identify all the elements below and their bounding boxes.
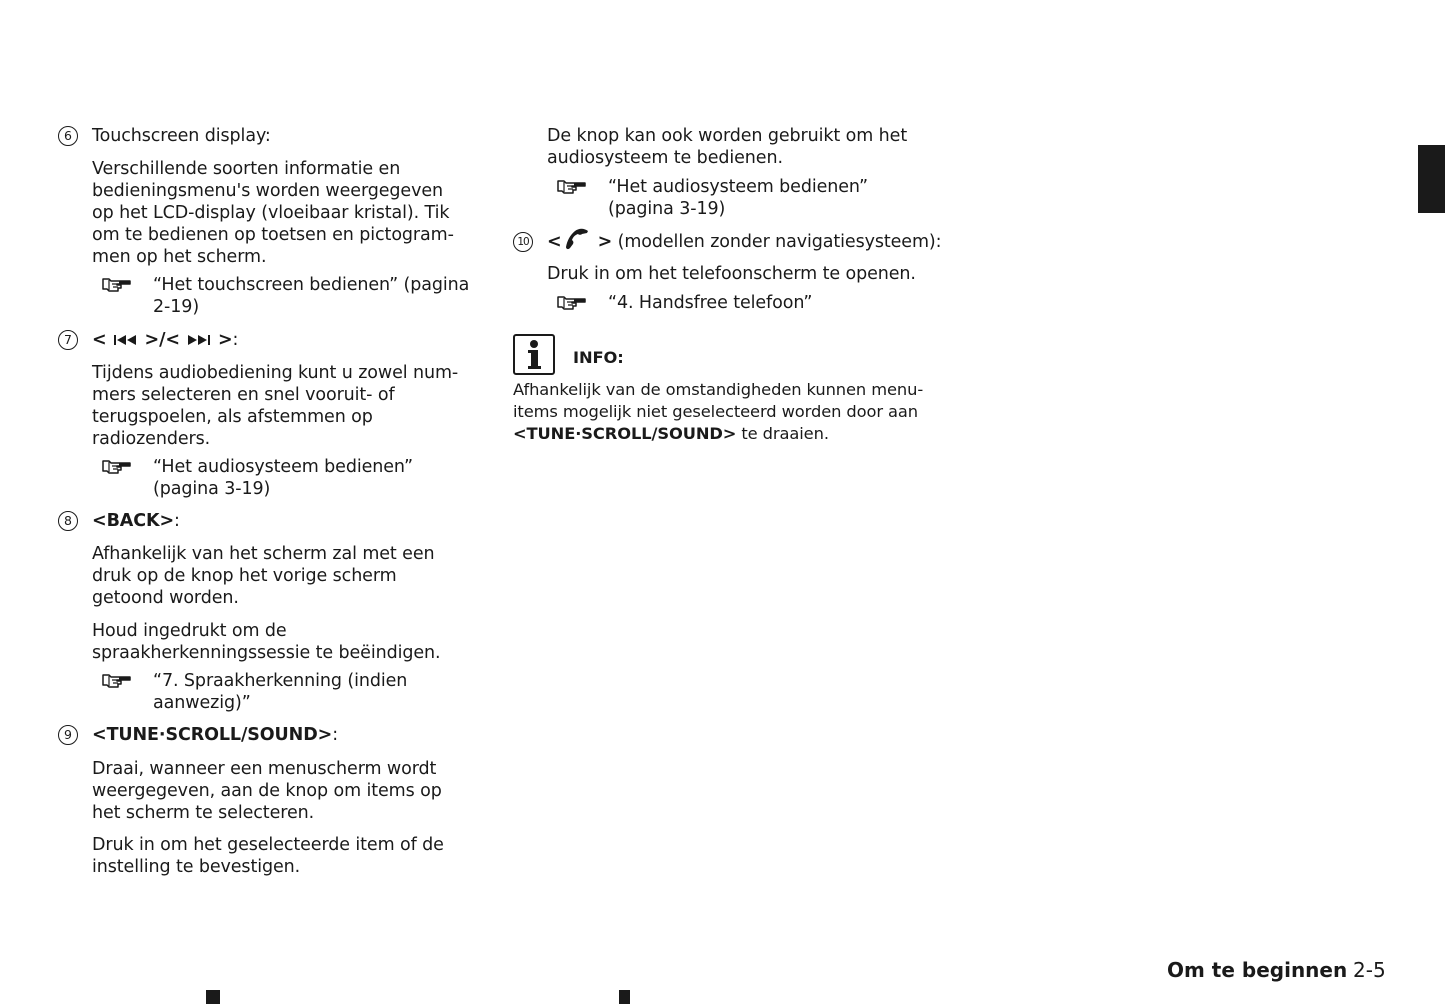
item9-paragraph-line: instelling te bevestigen. <box>92 857 301 877</box>
item9-paragraph-line: het scherm te selecteren. <box>92 803 315 823</box>
item10-title-bracket: > <box>591 232 613 252</box>
item10-title-text: (modellen zonder navigatiesysteem): <box>612 232 942 252</box>
item9-paragraph-line: Draai, wanneer een menuscherm wordt <box>92 759 437 779</box>
footer-section-title: Om te beginnen <box>1167 958 1348 982</box>
crop-mark <box>206 990 220 1004</box>
item9-paragraph-line: Druk in om het geselecteerde item of de <box>92 835 444 855</box>
item8-paragraph-line: spraakherkenningssessie te beëindigen. <box>92 643 441 663</box>
item9-paragraph-line: weergegeven, aan de knop om items op <box>92 781 442 801</box>
item8-title <box>92 510 180 532</box>
continuation-paragraph-line: audiosysteem te bedienen. <box>547 148 783 168</box>
item-number-9: 9 <box>58 725 78 745</box>
info-text-rest: te draaien. <box>736 424 829 443</box>
info-icon <box>513 334 555 375</box>
item7-paragraph-line: mers selecteren en snel vooruit- of <box>92 385 395 405</box>
back-button-label: <BACK> <box>92 511 175 531</box>
item6-paragraph-line: Verschillende soorten informatie en <box>92 159 401 179</box>
item7-paragraph-line: Tijdens audiobediening kunt u zowel num- <box>92 363 459 383</box>
item7-title-bracket: < <box>92 330 113 350</box>
item10-title-bracket: < <box>547 232 562 252</box>
continuation-reference-link[interactable]: “Het audiosysteem bedienen” <box>608 177 868 197</box>
info-control-name: <TUNE·SCROLL/SOUND> <box>513 424 737 443</box>
item-number-10: 10 <box>513 232 533 252</box>
reference-hand-icon <box>556 294 588 312</box>
item6-reference-link[interactable]: 2-19) <box>153 297 200 317</box>
tune-scroll-sound-label: <TUNE·SCROLL/SOUND> <box>92 725 333 745</box>
item9-title-colon: : <box>332 725 338 745</box>
item8-reference-link[interactable]: aanwezig)” <box>153 693 251 713</box>
item6-paragraph-line: bedieningsmenu's worden weergegeven <box>92 181 444 201</box>
phone-icon <box>562 227 592 251</box>
item9-title <box>92 724 338 746</box>
reference-hand-icon <box>101 672 133 690</box>
item6-reference-link[interactable]: “Het touchscreen bedienen” (pagina <box>153 275 470 295</box>
skip-previous-icon <box>113 334 139 346</box>
item7-title-bracket: > <box>211 330 233 350</box>
continuation-paragraph-line: De knop kan ook worden gebruikt om het <box>547 126 908 146</box>
reference-hand-icon <box>101 458 133 476</box>
item8-title-colon: : <box>174 511 180 531</box>
item10-title <box>547 231 941 253</box>
item-number-6: 6 <box>58 126 78 146</box>
info-label: INFO: <box>573 348 624 367</box>
info-text-line: Afhankelijk van de omstandigheden kunnen menu- <box>513 380 924 399</box>
item7-reference-link[interactable]: “Het audiosysteem bedienen” <box>153 457 413 477</box>
reference-hand-icon <box>101 276 133 294</box>
info-i-glyph <box>515 336 553 373</box>
item8-reference-link[interactable]: “7. Spraakherkenning (indien <box>153 671 408 691</box>
item10-reference-link[interactable]: “4. Handsfree telefoon” <box>608 293 813 313</box>
item6-paragraph-line: op het LCD-display (vloeibaar kristal). Tik <box>92 203 450 223</box>
info-text-line: items mogelijk niet geselecteerd worden door aan <box>513 402 919 421</box>
reference-hand-icon <box>556 178 588 196</box>
item7-paragraph-line: radiozenders. <box>92 429 211 449</box>
item8-paragraph-line: getoond worden. <box>92 588 239 608</box>
crop-mark <box>619 990 630 1004</box>
item7-reference-link[interactable]: (pagina 3-19) <box>153 479 271 499</box>
item-number-7: 7 <box>58 330 78 350</box>
item8-paragraph-line: Houd ingedrukt om de <box>92 621 287 641</box>
item7-title-separator: >/< <box>138 330 186 350</box>
item6-paragraph-line: om te bedienen op toetsen en pictogram- <box>92 225 454 245</box>
continuation-reference-link[interactable]: (pagina 3-19) <box>608 199 726 219</box>
item7-paragraph-line: terugspoelen, als afstemmen op <box>92 407 373 427</box>
item7-title-colon: : <box>232 330 239 350</box>
chapter-tab-marker <box>1418 145 1445 213</box>
footer-page-number: 2-5 <box>1353 958 1386 982</box>
item-number-8: 8 <box>58 511 78 531</box>
skip-next-icon <box>186 334 212 346</box>
item8-paragraph-line: druk op de knop het vorige scherm <box>92 566 397 586</box>
item6-title: Touchscreen display: <box>92 126 271 146</box>
item6-paragraph-line: men op het scherm. <box>92 247 267 267</box>
info-text-line <box>513 423 829 445</box>
item7-title <box>92 329 238 351</box>
item8-paragraph-line: Afhankelijk van het scherm zal met een <box>92 544 435 564</box>
item10-paragraph-line: Druk in om het telefoonscherm te openen. <box>547 264 916 284</box>
